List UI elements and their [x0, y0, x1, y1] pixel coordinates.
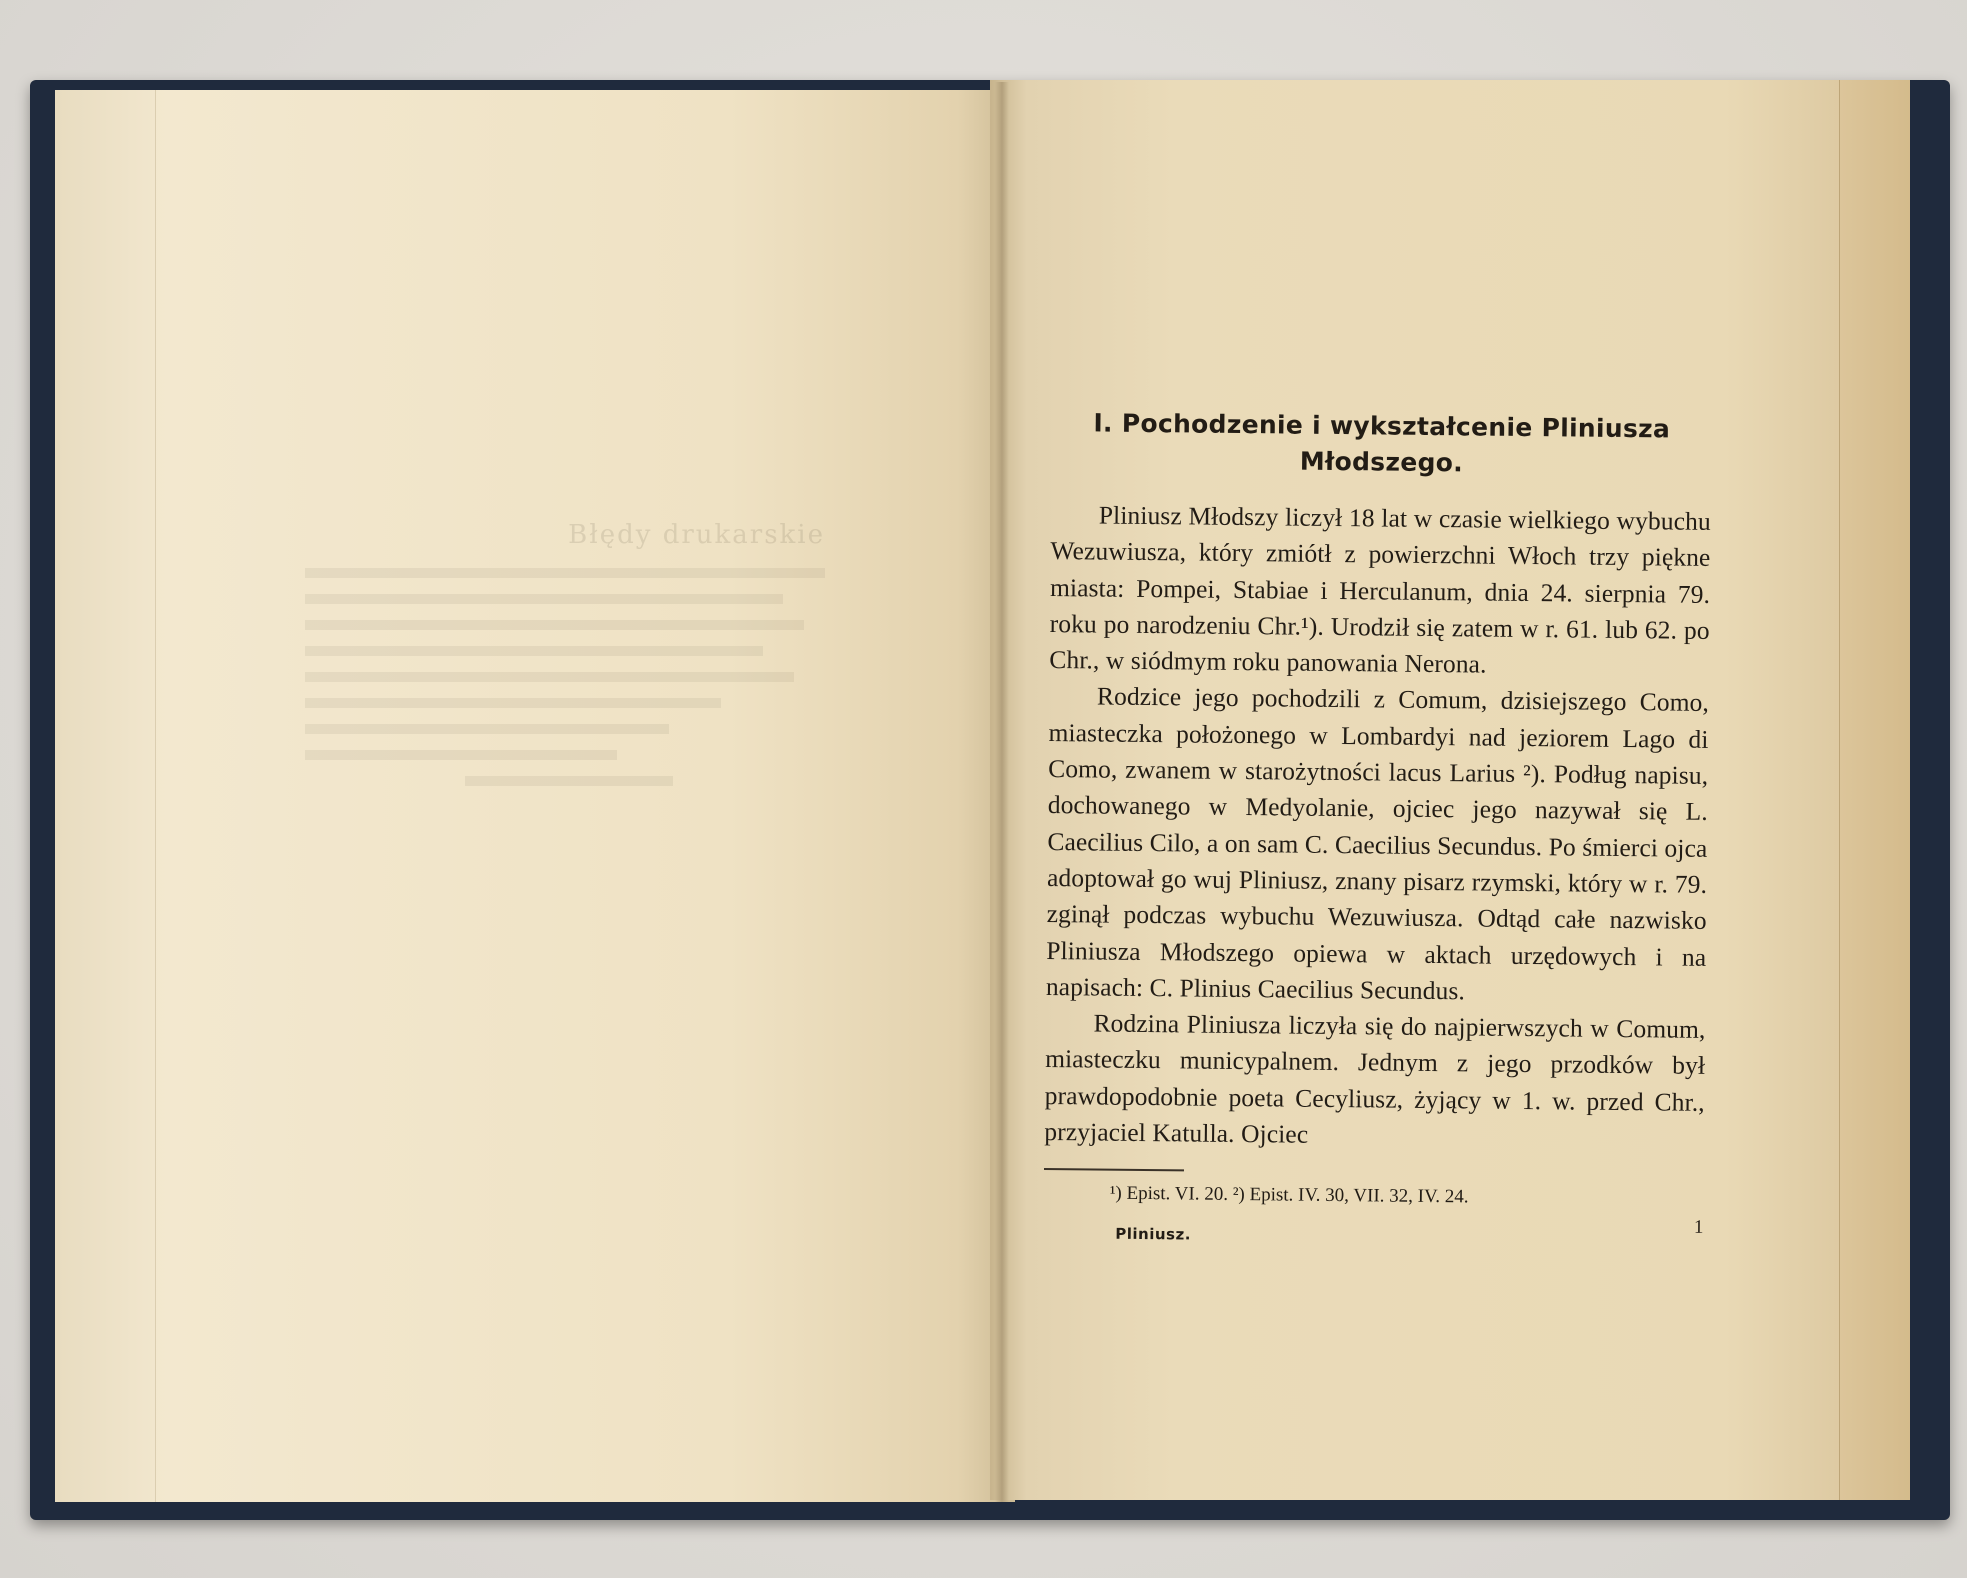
footnotes: ¹) Epist. VI. 20. ²) Epist. IV. 30, VII. 32, IV. 24.: [1109, 1182, 1469, 1208]
chapter-title: I. Pochodzenie i wykształcenie Pliniusza Młodszego.: [1093, 408, 1671, 478]
paragraph: Rodzina Pliniusza liczyła się do najpierwszych w Comum, miasteczku municypalnem. Jednym z jego przodków był prawdopodobnie poeta Cecyliusz, żyjący w 1. w. przed Chr., przyjaciel Katulla. Ojciec: [1044, 1008, 1706, 1149]
signature-mark: Pliniusz.: [1115, 1225, 1192, 1244]
show-through-text: [305, 520, 825, 802]
paragraph: Pliniusz Młodszy liczył 18 lat w czasie wielkiego wybuchu Wezuwiusza, który zmiótł z powierzchni Włoch trzy piękne miasta: Pompei, Stabiae i Herculanum, dnia 24. sierpnia 79. roku po narodzeniu Chr.¹). Urodził się zatem w r. 61. lub 62. po Chr., w siódmym roku panowania Nerona.: [1049, 500, 1711, 679]
right-page-fold: [1839, 80, 1910, 1500]
page-content: [1043, 405, 1712, 1263]
page-footer: [1043, 1216, 1703, 1263]
paragraph: Rodzice jego pochodzili z Comum, dzisiejszego Como, miasteczka położonego w Lombardyi nad jeziorem Lago di Como, zwanem w starożytności lacus Larius ²). Podług napisu, dochowanego w Medyolanie, ojciec jego nazywał się L. Caecilius Cilo, a on sam C. Caecilius Secundus. Po śmierci ojca adoptował go wuj Pliniusz, znany pisarz rzymski, który w r. 79. zginął podczas wybuchu Wezuwiusza. Odtąd całe nazwisko Pliniusza Młodszego opiewa w aktach urzędowych i na napisach: C. Plinius Caecilius Secundus.: [1045, 681, 1710, 1006]
left-page: [55, 90, 1015, 1502]
footnote-divider: [1044, 1168, 1184, 1171]
ghost-title: Błędy drukarskie: [568, 520, 825, 550]
book-gutter: [995, 82, 1009, 1502]
body-text: [1044, 497, 1711, 1157]
sheet-number: 1: [1693, 1217, 1704, 1239]
left-page-edge: [55, 90, 156, 1502]
